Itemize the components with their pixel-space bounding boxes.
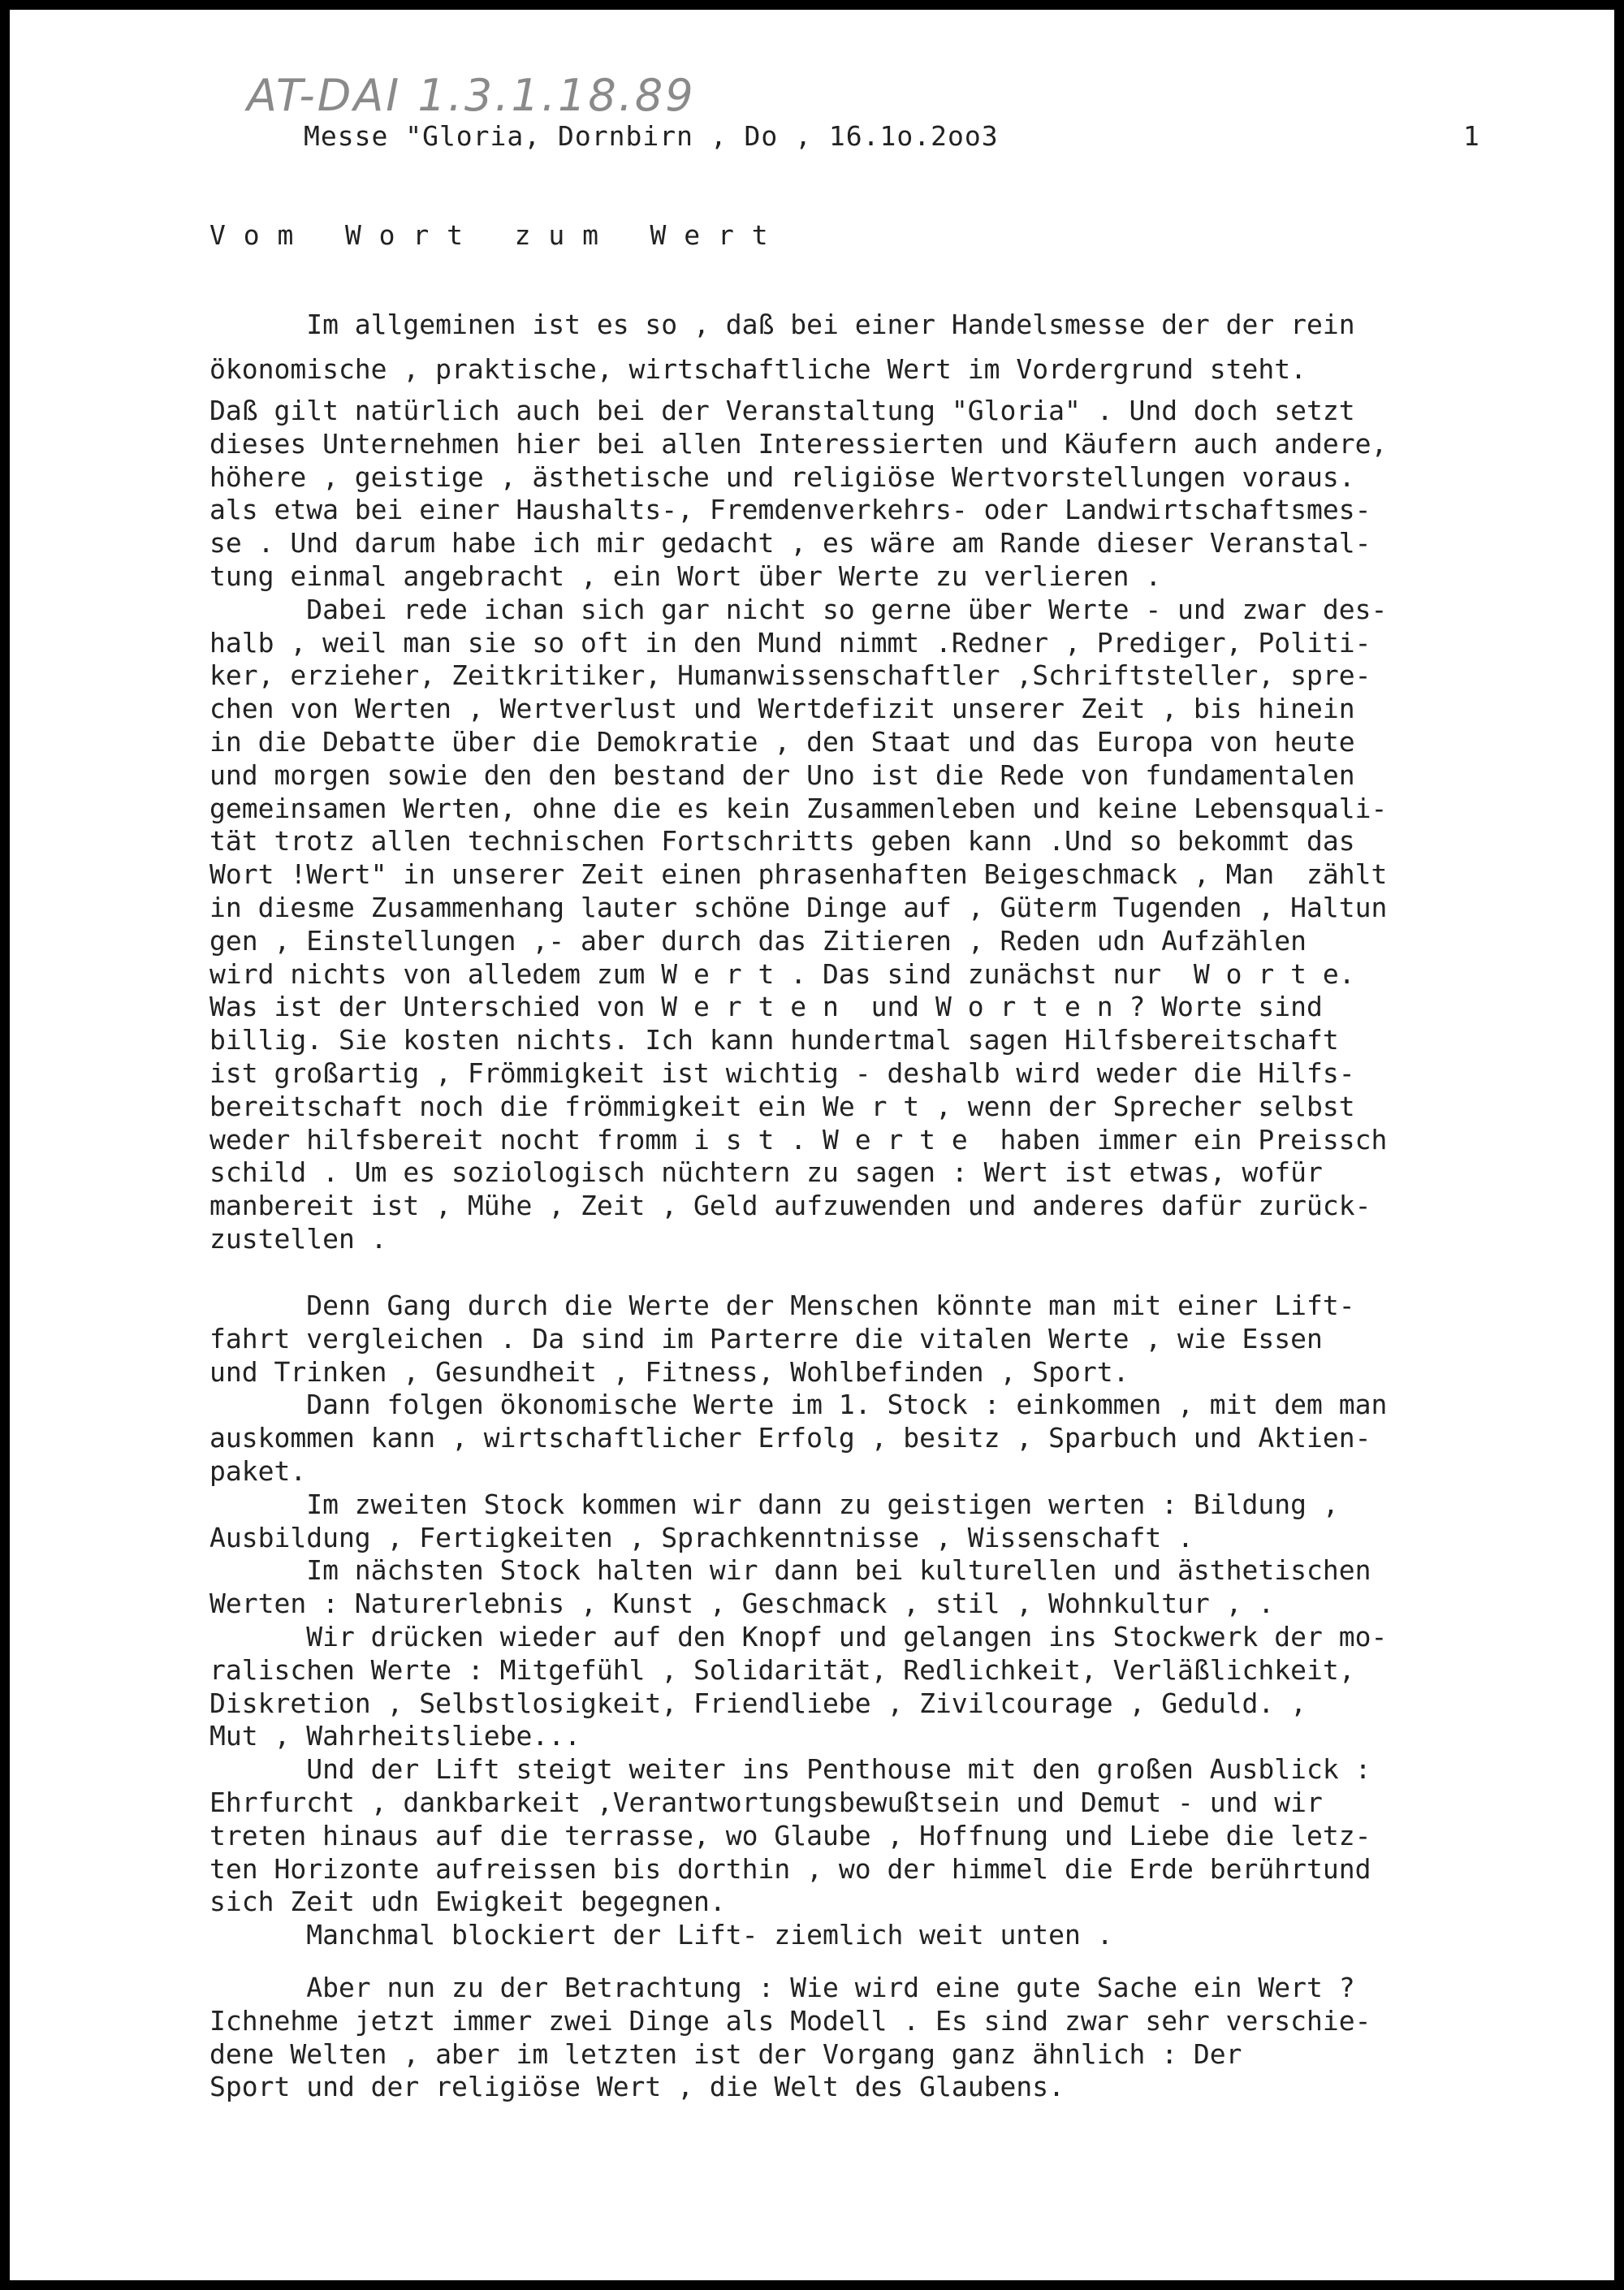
archive-signature: AT-DAI 1.3.1.18.89: [247, 70, 696, 121]
page-number: 1: [1463, 120, 1479, 152]
paragraph-intro: Im allgeminen ist es so , daß bei einer Handelsmesse der der rein ökonomische , praktische, wirtschaftliche Wert im Vordergrund steht.: [209, 309, 1355, 385]
header-location-date: Messe "Gloria, Dornbirn , Do , 16.1o.2oo3: [304, 120, 999, 152]
document-page: [10, 10, 1614, 2280]
paragraph-values: Daß gilt natürlich auch bei der Veranstaltung "Gloria" . Und doch setzt dieses Unternehmen hier bei allen Interessierten und Käufern auch andere, höhere , geistige , ästhetische und religiöse Wertvorstellungen voraus. als etwa bei einer Haushalts-, Fremdenverkehrs- oder Landwirtschaftsmes- se . Und darum habe ich mir gedacht , es wäre am Rande dieser Veranstal- tung einmal angebracht , ein Wort über Werte zu verlieren . Dabei rede ichan sich gar nicht so gerne über Werte - und zwar des- halb , weil man sie so oft in den Mund nimmt .Redner , Prediger, Politi- ker, erzieher, Zeitkritiker, Humanwissenschaftler ,Schriftsteller, spre- chen von Werten , Wertverlust und Wertdefizit unserer Zeit , bis hinein in die Debatte über die Demokratie , den Staat und das Europa von heute und morgen sowie den den bestand der Uno ist die Rede von fundamentalen gemeinsamen Werten, ohne die es kein Zusammenleben und keine Lebensquali- tät trotz allen technischen Fortschritts geben kann .Und so bekommt das Wort !Wert" in unserer Zeit einen phrasenhaften Beigeschmack , Man zählt in diesme Zusammenhang lauter schöne Dinge auf , Güterm Tugenden , Haltun gen , Einstellungen ,- aber durch das Zitieren , Reden udn Aufzählen wird nichts von alledem zum W e r t . Das sind zunächst nur W o r t e. Was ist der Unterschied von W e r t e n und W o r t e n ? Worte sind billig. Sie kosten nichts. Ich kann hundertmal sagen Hilfsbereitschaft ist großartig , Frömmigkeit ist wichtig - deshalb wird weder die Hilfs- bereitschaft noch die frömmigkeit ein We r t , wenn der Sprecher selbst weder hilfsbereit nocht fromm i s t . W e r t e haben immer ein Preissch schild . Um es soziologisch nüchtern zu sagen : Wert ist etwas, wofür manbereit ist , Mühe , Zeit , Geld aufzuwenden und anderes dafür zurück- zustellen .: [209, 395, 1388, 1255]
paragraph-models: Aber nun zu der Betrachtung : Wie wird eine gute Sache ein Wert ? Ichnehme jetzt immer zwei Dinge als Modell . Es sind zwar sehr verschie- dene Welten , aber im letzten ist der Vorgang ganz ähnlich : Der Sport und der religiöse Wert , die Welt des Glaubens.: [209, 1972, 1371, 2103]
paragraph-lift: Denn Gang durch die Werte der Menschen könnte man mit einer Lift- fahrt vergleichen . Da sind im Parterre die vitalen Werte , wie Essen und Trinken , Gesundheit , Fitness, Wohlbefinden , Sport. Dann folgen ökonomische Werte im 1. Stock : einkommen , mit dem man auskommen kann , wirtschaftlicher Erfolg , besitz , Sparbuch und Aktien- paket. Im zweiten Stock kommen wir dann zu geistigen werten : Bildung , Ausbildung , Fertigkeiten , Sprachkenntnisse , Wissenschaft . Im nächsten Stock halten wir dann bei kulturellen und ästhetischen Werten : Naturerlebnis , Kunst , Geschmack , stil , Wohnkultur , . Wir drücken wieder auf den Knopf und gelangen ins Stockwerk der mo- ralischen Werte : Mitgefühl , Solidarität, Redlichkeit, Verläßlichkeit, Diskretion , Selbstlosigkeit, Friendliebe , Zivilcourage , Geduld. , Mut , Wahrheitsliebe... Und der Lift steigt weiter ins Penthouse mit den großen Ausblick : Ehrfurcht , dankbarkeit ,Verantwortungsbewußtsein und Demut - und wir treten hinaus auf die terrasse, wo Glaube , Hoffnung und Liebe die letz- ten Horizonte aufreissen bis dorthin , wo der himmel die Erde berührtund sich Zeit udn Ewigkeit begegnen. Manchmal blockiert der Lift- ziemlich weit unten .: [209, 1290, 1388, 1951]
document-title: V o m W o r t z u m W e r t: [209, 219, 769, 251]
